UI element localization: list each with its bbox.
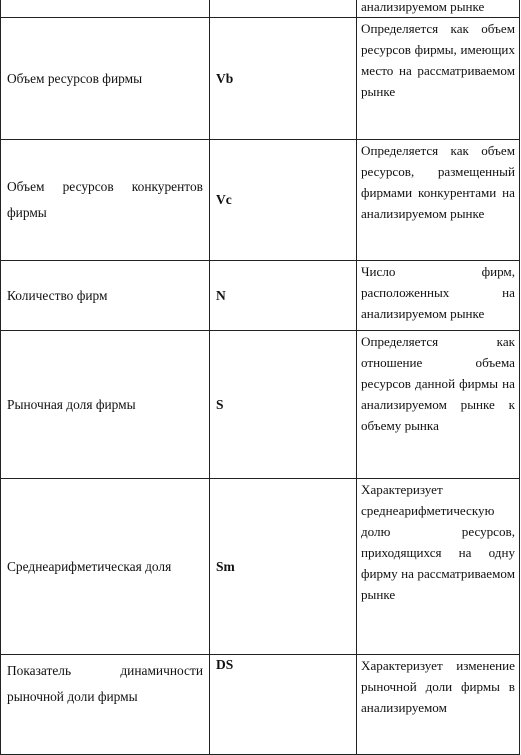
indicator-description: анализируемом рынке <box>357 0 520 18</box>
indicator-symbol: Vb <box>210 18 357 140</box>
table-row <box>1 479 520 655</box>
indicator-symbol: Vc <box>210 140 357 261</box>
table-row <box>1 140 520 261</box>
indicator-name: Рыночная доля фирмы <box>1 331 210 479</box>
table-row <box>1 18 520 140</box>
indicator-description: Определяется как объем ресурсов фирмы, имеющих место на рассматриваемом рынке <box>357 18 520 140</box>
indicator-description: Определяется как объем ресурсов, размещенный фирмами конкурентами на анализируемом рынке <box>357 140 520 261</box>
table-row <box>1 655 520 755</box>
indicator-symbol: S <box>210 331 357 479</box>
indicator-name: Количество фирм <box>1 261 210 331</box>
indicator-name: Среднеарифметическая доля <box>1 479 210 655</box>
indicator-description: Характеризует среднеарифметическую долю ресурсов, приходящихся на одну фирму на рассматриваемом рынке <box>357 479 520 655</box>
indicator-name: Объем ресурсов фирмы <box>1 18 210 140</box>
indicator-description: Определяется как отношение объема ресурсов данной фирмы на анализируемом рынке к объему рынка <box>357 331 520 479</box>
indicator-name: Объем ресурсов конкурентов фирмы <box>1 140 210 261</box>
indicator-name: Показатель динамичности рыночной доли фирмы <box>1 655 210 755</box>
indicator-symbol <box>210 0 357 18</box>
indicator-description: Характеризует изменение рыночной доли фирмы в анализируемом <box>357 655 520 755</box>
indicator-symbol: Sm <box>210 479 357 655</box>
table-row <box>1 261 520 331</box>
table-row <box>1 0 520 18</box>
indicator-name <box>1 0 210 18</box>
indicator-symbol: N <box>210 261 357 331</box>
indicator-description: Число фирм, расположенных на анализируемом рынке <box>357 261 520 331</box>
indicator-symbol: DS <box>210 655 357 755</box>
table-row <box>1 331 520 479</box>
